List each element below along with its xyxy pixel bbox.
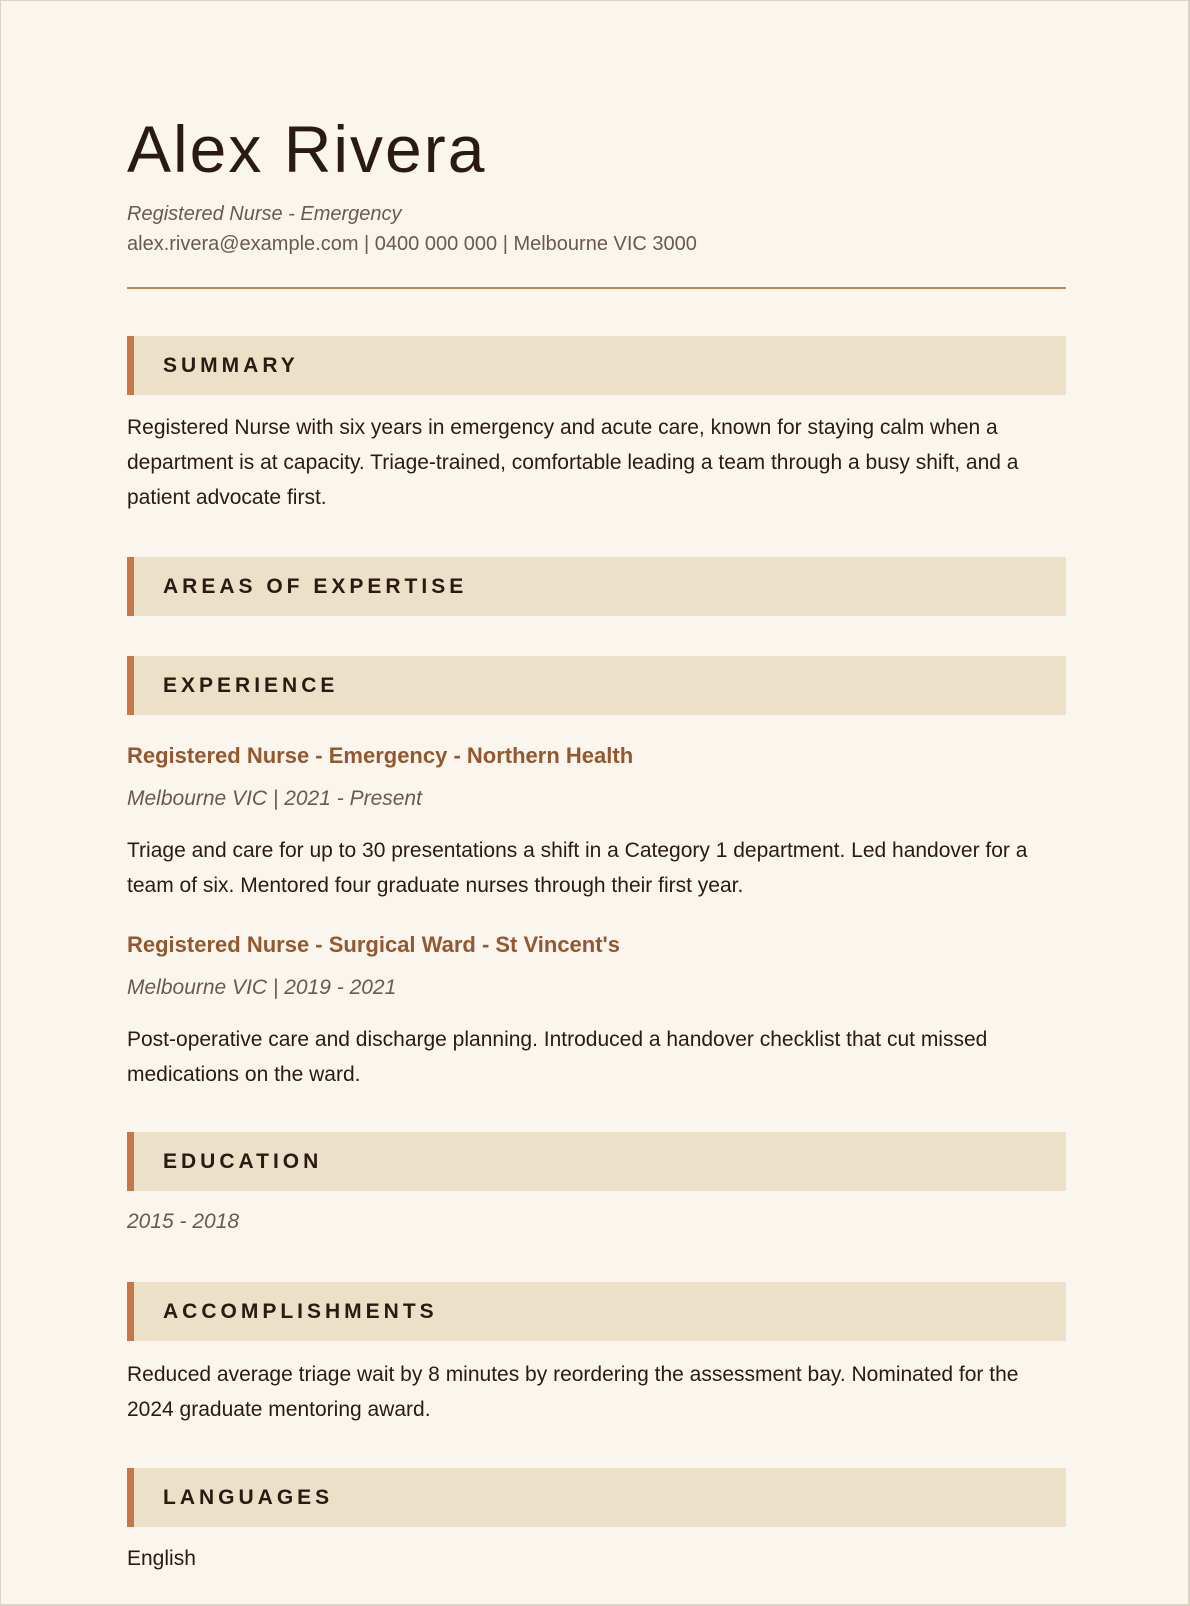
section-languages-title: LANGUAGES xyxy=(163,1486,334,1509)
section-experience-header xyxy=(127,656,1066,715)
job-title: Registered Nurse - Surgical Ward - St Vincent's xyxy=(127,932,621,957)
education-dates: 2015 - 2018 xyxy=(127,1210,240,1233)
candidate-headline: Registered Nurse - Emergency xyxy=(127,203,402,225)
job-meta: Melbourne VIC | 2019 - 2021 xyxy=(127,976,397,999)
section-expertise-header xyxy=(127,557,1066,616)
header-divider xyxy=(127,287,1066,289)
job-description: Post-operative care and discharge planning. Introduced a handover checklist that cut missed medications on the ward. xyxy=(127,1028,988,1086)
summary-text: Registered Nurse with six years in emergency and acute care, known for staying calm when a department is at capacity. Triage-trained, comfortable leading a team through a busy shift, and a patient advocate first. xyxy=(127,416,1019,509)
candidate-name: Alex Rivera xyxy=(127,112,487,186)
accomplishments-text: Reduced average triage wait by 8 minutes by reordering the assessment bay. Nominated for the 2024 graduate mentoring award. xyxy=(127,1363,1019,1421)
section-education-title: EDUCATION xyxy=(163,1150,323,1173)
section-expertise-title: AREAS OF EXPERTISE xyxy=(163,575,468,598)
languages-text: English xyxy=(127,1547,196,1570)
job-meta: Melbourne VIC | 2021 - Present xyxy=(127,787,422,810)
section-languages-header xyxy=(127,1468,1066,1527)
section-accomplishments-title: ACCOMPLISHMENTS xyxy=(163,1300,438,1323)
section-experience-title: EXPERIENCE xyxy=(163,674,339,697)
section-summary-header xyxy=(127,336,1066,395)
resume-page xyxy=(1,1,1188,1604)
section-summary-title: SUMMARY xyxy=(163,354,299,377)
job-description: Triage and care for up to 30 presentations a shift in a Category 1 department. Led handover for a team of six. Mentored four graduate nurses through their first year. xyxy=(127,839,1028,897)
section-accomplishments-header xyxy=(127,1282,1066,1341)
job-title: Registered Nurse - Emergency - Northern Health xyxy=(127,743,634,768)
section-education-header xyxy=(127,1132,1066,1191)
contact-line: alex.rivera@example.com | 0400 000 000 | Melbourne VIC 3000 xyxy=(127,233,697,255)
